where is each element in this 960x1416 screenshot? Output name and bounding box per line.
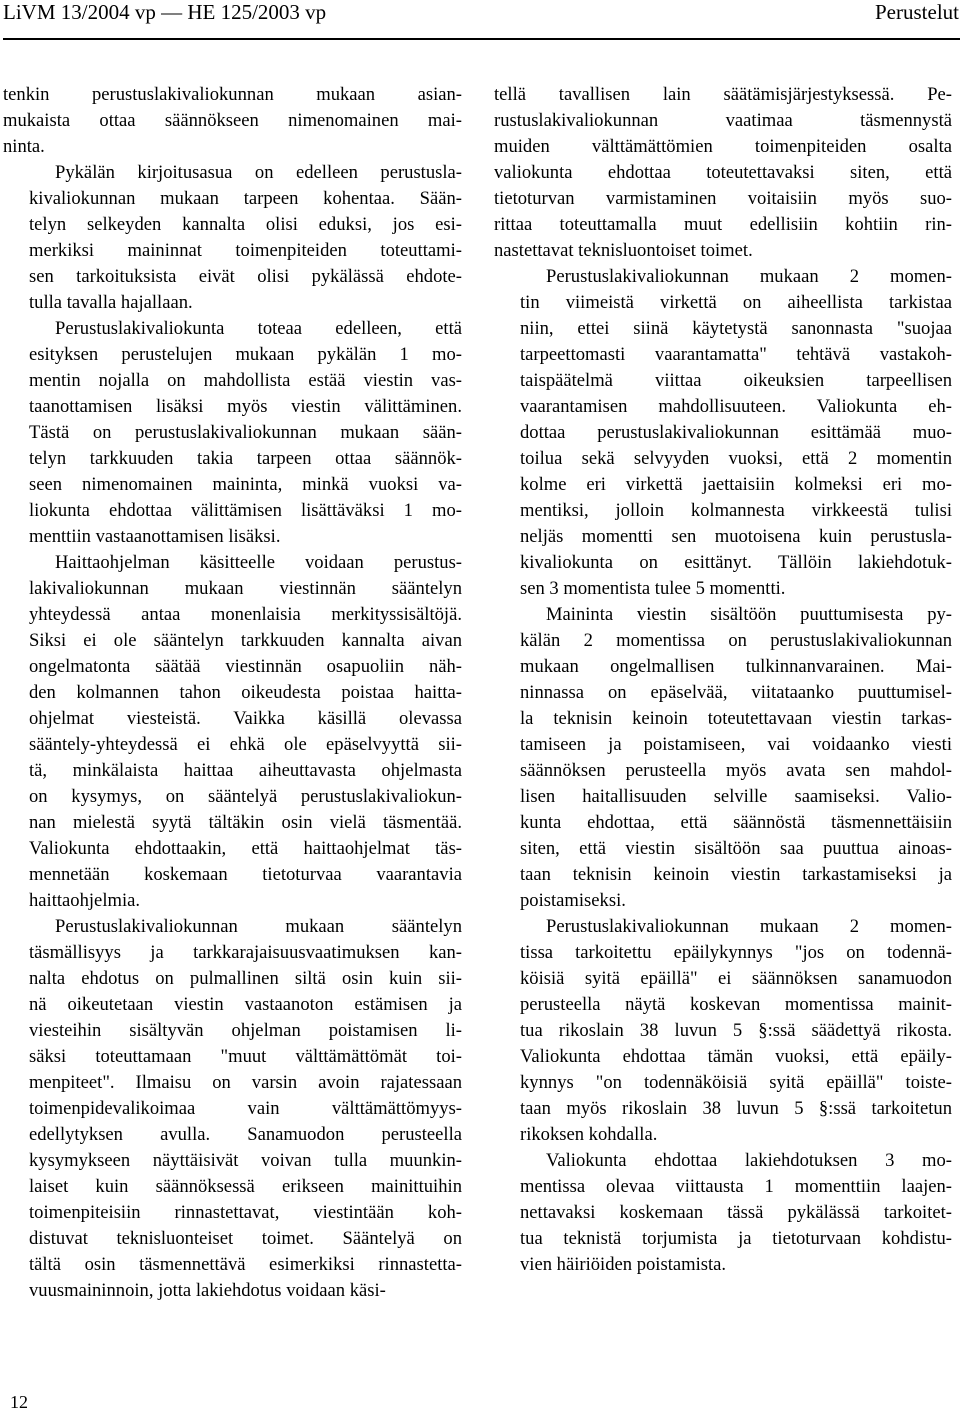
text-line: rikoksen kohdalla. (520, 1124, 658, 1145)
text-line: Tästä on perustuslakivaliokunnan mukaan sään- (29, 422, 462, 443)
text-line: neljäs momentti sen muotoisena kuin perustusla- (520, 526, 952, 547)
text-line: taan myös rikoslain 38 luvun 5 §:ssä tarkoitetun (520, 1098, 952, 1119)
text-line: haittaohjelmia. (29, 890, 141, 911)
text-line: kivaliokunnan mukaan tarpeen kohentaa. Sään- (29, 188, 462, 209)
header-section-title: Perustelut (875, 0, 959, 24)
text-line: toilua sekä selvyyden vuoksi, että 2 momentin (520, 448, 952, 469)
paragraph (494, 914, 952, 1148)
text-line: nettavaksi koskemaan tässä pykälässä tarkoitet- (520, 1202, 952, 1223)
text-line: Valiokunta ehdottaakin, että haittaohjelmat täs- (29, 838, 462, 859)
text-line: rustuslakivaliokunnan vaatimaa täsmennystä (494, 110, 952, 131)
paragraph (494, 264, 952, 602)
paragraph (3, 316, 462, 550)
text-line: Perustuslakivaliokunnan mukaan 2 momen- (546, 266, 952, 287)
paragraph (3, 914, 462, 1304)
text-line: tua rikoslain 38 luvun 5 §:ssä säädettyä rikosta. (520, 1020, 952, 1041)
text-line: edellytyksen avulla. Sanamuodon perusteella (29, 1124, 462, 1145)
text-line: kunta ehdottaa, että säännöstä täsmennettäisiin (520, 812, 952, 833)
text-line: lisen haitallisuuden selville saamiseksi. Valio- (520, 786, 952, 807)
header-document-id: LiVM 13/2004 vp — HE 125/2003 vp (3, 0, 327, 24)
text-line: tellä tavallisen lain säätämisjärjestyksessä. Pe- (494, 84, 952, 105)
text-line: sen tarkoituksista eivät olisi pykälässä ehdote- (29, 266, 462, 287)
paragraph (3, 550, 462, 914)
text-line: dottaa perustuslakivaliokunnan esittämää muo- (520, 422, 952, 443)
paragraph (494, 1148, 952, 1278)
text-line: Perustuslakivaliokunnan mukaan sääntelyn (55, 916, 462, 937)
text-line: on kysymys, on sääntelyä perustuslakivaliokun- (29, 786, 462, 807)
text-line: mentin nojalla on mahdollista estää viestin vas- (29, 370, 462, 391)
text-line: seen nimenomainen maininta, minkä vuoksi va- (29, 474, 462, 495)
text-line: tua teknistä torjumista ja tietoturvaan kohdistu- (520, 1228, 952, 1249)
text-line: kivaliokunta on esittänyt. Tällöin lakiehdotuk- (520, 552, 952, 573)
text-line: mukaista ottaa säännökseen nimenomainen mai- (3, 110, 462, 131)
text-line: nan mielestä syytä tältäkin osin vielä täsmentää. (29, 812, 462, 833)
text-line: säksi toteuttamaan "muut välttämättömät toi- (29, 1046, 462, 1067)
text-line: köisiä syitä epäillä" ei säännöksen sanamuodon (520, 968, 952, 989)
text-line: ohjelmat viesteistä. Vaikka käsillä olevassa (29, 708, 462, 729)
text-line: siten, että viestin sisältöön saa puuttua ainoas- (520, 838, 952, 859)
text-line: nä oikeutetaan viestin vastaanoton estämisen ja (29, 994, 462, 1015)
text-line: Perustuslakivaliokunnan mukaan 2 momen- (546, 916, 952, 937)
page-number: 12 (10, 1392, 28, 1412)
text-line: kälän 2 momentissa on perustuslakivaliokunnan (520, 630, 952, 651)
text-line: ninta. (3, 136, 45, 157)
text-line: laiset kuin säännöksessä erikseen mainittuihin (29, 1176, 462, 1197)
text-line: taanottamisen lisäksi myös viestin välittäminen. (29, 396, 462, 417)
text-line: perusteella näytä koskevan momentissa mainit- (520, 994, 952, 1015)
text-line: kysymykseen näyttäisivät voivan tulla muunkin- (29, 1150, 462, 1171)
text-line: nalta ehdotus on pulmallinen siltä osin kuin sii- (29, 968, 462, 989)
text-line: tarpeettomasti vaarantamatta" tehtävä vastakoh- (520, 344, 952, 365)
text-line: mentissa olevaa viittausta 1 momenttiin laajen- (520, 1176, 952, 1197)
text-line: vaarantamisen mahdollisuuteen. Valiokunta eh- (520, 396, 952, 417)
header-divider (3, 38, 960, 40)
text-line: vien häiriöiden poistamista. (520, 1254, 727, 1275)
text-line: mennetään koskemaan tietoturvaa vaarantavia (29, 864, 462, 885)
right-text-column (494, 82, 952, 1278)
text-line: tamiseen ja poistamiseen, vai voidaanko viesti (520, 734, 952, 755)
left-text-column (3, 82, 462, 1304)
text-line: tältä osin täsmennettävä esimerkiksi rinnastetta- (29, 1254, 462, 1275)
paragraph (494, 602, 952, 914)
text-line: niin, ettei siinä käytetystä sanonnasta "suojaa (520, 318, 952, 339)
text-line: tietoturvan varmistaminen voitaisiin myös suo- (494, 188, 952, 209)
text-line: säännöksen perusteella myös avata sen mahdol- (520, 760, 952, 781)
text-line: Valiokunta ehdottaa lakiehdotuksen 3 mo- (546, 1150, 952, 1171)
text-line: Maininta viestin sisältöön puuttumisesta py- (546, 604, 952, 625)
text-line: menttiin vastaanottamisen lisäksi. (29, 526, 281, 547)
text-line: tin viimeistä virkettä on aiheellista tarkistaa (520, 292, 952, 313)
text-line: nastettavat teknisluontoiset toimet. (494, 240, 753, 261)
text-line: kolme eri virkettä jaettaisiin kolmeksi eri mo- (520, 474, 952, 495)
text-line: toimenpiteisiin rinnastettavat, viestintään koh- (29, 1202, 462, 1223)
text-line: liokunta ehdottaa välittämisen lisättäväksi 1 mo- (29, 500, 462, 521)
text-line: mentiksi, jolloin kolmannesta virkkeestä tulisi (520, 500, 952, 521)
text-line: Haittaohjelman käsitteelle voidaan perustus- (55, 552, 462, 573)
text-line: ninnassa on epäselvää, viitataanko puuttumisel- (520, 682, 952, 703)
text-line: Pykälän kirjoitusasua on edelleen perustusla- (55, 162, 462, 183)
text-line: kynnys "on todennäköisiä syitä epäillä" toiste- (520, 1072, 952, 1093)
text-line: toimenpidevalikoimaa vain välttämättömyys- (29, 1098, 462, 1119)
running-header (3, 0, 959, 34)
text-line: menpiteet". Ilmaisu on varsin avoin rajatessaan (29, 1072, 462, 1093)
text-line: ongelmatonta säätää viestinnän osapuoliin näh- (29, 656, 462, 677)
paragraph (3, 160, 462, 316)
text-line: mukaan ongelmallisen tulkinnanvarainen. Mai- (520, 656, 952, 677)
text-line: viesteihin sisältyvän ohjelman poistamisen li- (29, 1020, 462, 1041)
text-line: täsmällisyys ja tarkkarajaisuusvaatimuksen kan- (29, 942, 462, 963)
text-line: Siksi ei ole sääntelyn tarkkuuden kannalta aivan (29, 630, 462, 651)
text-line: la teknisin keinoin toteutettavaan viestin tarkas- (520, 708, 952, 729)
paragraph (3, 82, 462, 160)
text-line: telyn selkeyden kannalta olisi eduksi, jos esi- (29, 214, 462, 235)
text-line: muiden välttämättömien toimenpiteiden osalta (494, 136, 952, 157)
text-line: valiokunta ehdottaa toteutettavaksi siten, että (494, 162, 952, 183)
text-line: lakivaliokunnan mukaan viestinnän sääntelyn (29, 578, 462, 599)
text-line: tulla tavalla hajallaan. (29, 292, 193, 313)
text-line: tissa tarkoitettu epäilykynnys "jos on todennä- (520, 942, 952, 963)
text-line: merkiksi maininnat toimenpiteiden toteuttami- (29, 240, 462, 261)
text-line: den kolmannen tahon oikeudesta poistaa haitta- (29, 682, 462, 703)
text-line: esityksen perustelujen mukaan pykälän 1 mo- (29, 344, 462, 365)
text-line: taispäätelmä viittaa oikeuksien tarpeellisen (520, 370, 952, 391)
text-line: telyn tarkkuuden takia tarpeen ottaa säännök- (29, 448, 462, 469)
text-line: taan teknisin keinoin viestin tarkastamiseksi ja (520, 864, 952, 885)
text-line: sen 3 momentista tulee 5 momentti. (520, 578, 786, 599)
text-line: sääntely-yhteydessä ei ehkä ole epäselvyyttä sii- (29, 734, 462, 755)
paragraph (494, 82, 952, 264)
text-line: tä, minkälaista haittaa aiheuttavasta ohjelmasta (29, 760, 462, 781)
text-line: Valiokunta ehdottaa tämän vuoksi, että epäily- (520, 1046, 952, 1067)
text-line: yhteydessä antaa monenlaisia merkityssisältöjä. (29, 604, 462, 625)
text-line: tenkin perustuslakivaliokunnan mukaan asian- (3, 84, 462, 105)
text-line: distuvat teknisluonteiset toimet. Sääntelyä on (29, 1228, 462, 1249)
text-line: rittaa toteuttamalla muut edellisiin kohtiin rin- (494, 214, 952, 235)
text-line: poistamiseksi. (520, 890, 626, 911)
text-line: vuusmaininnoin, jotta lakiehdotus voidaan käsi- (29, 1280, 386, 1301)
text-line: Perustuslakivaliokunta toteaa edelleen, että (55, 318, 462, 339)
